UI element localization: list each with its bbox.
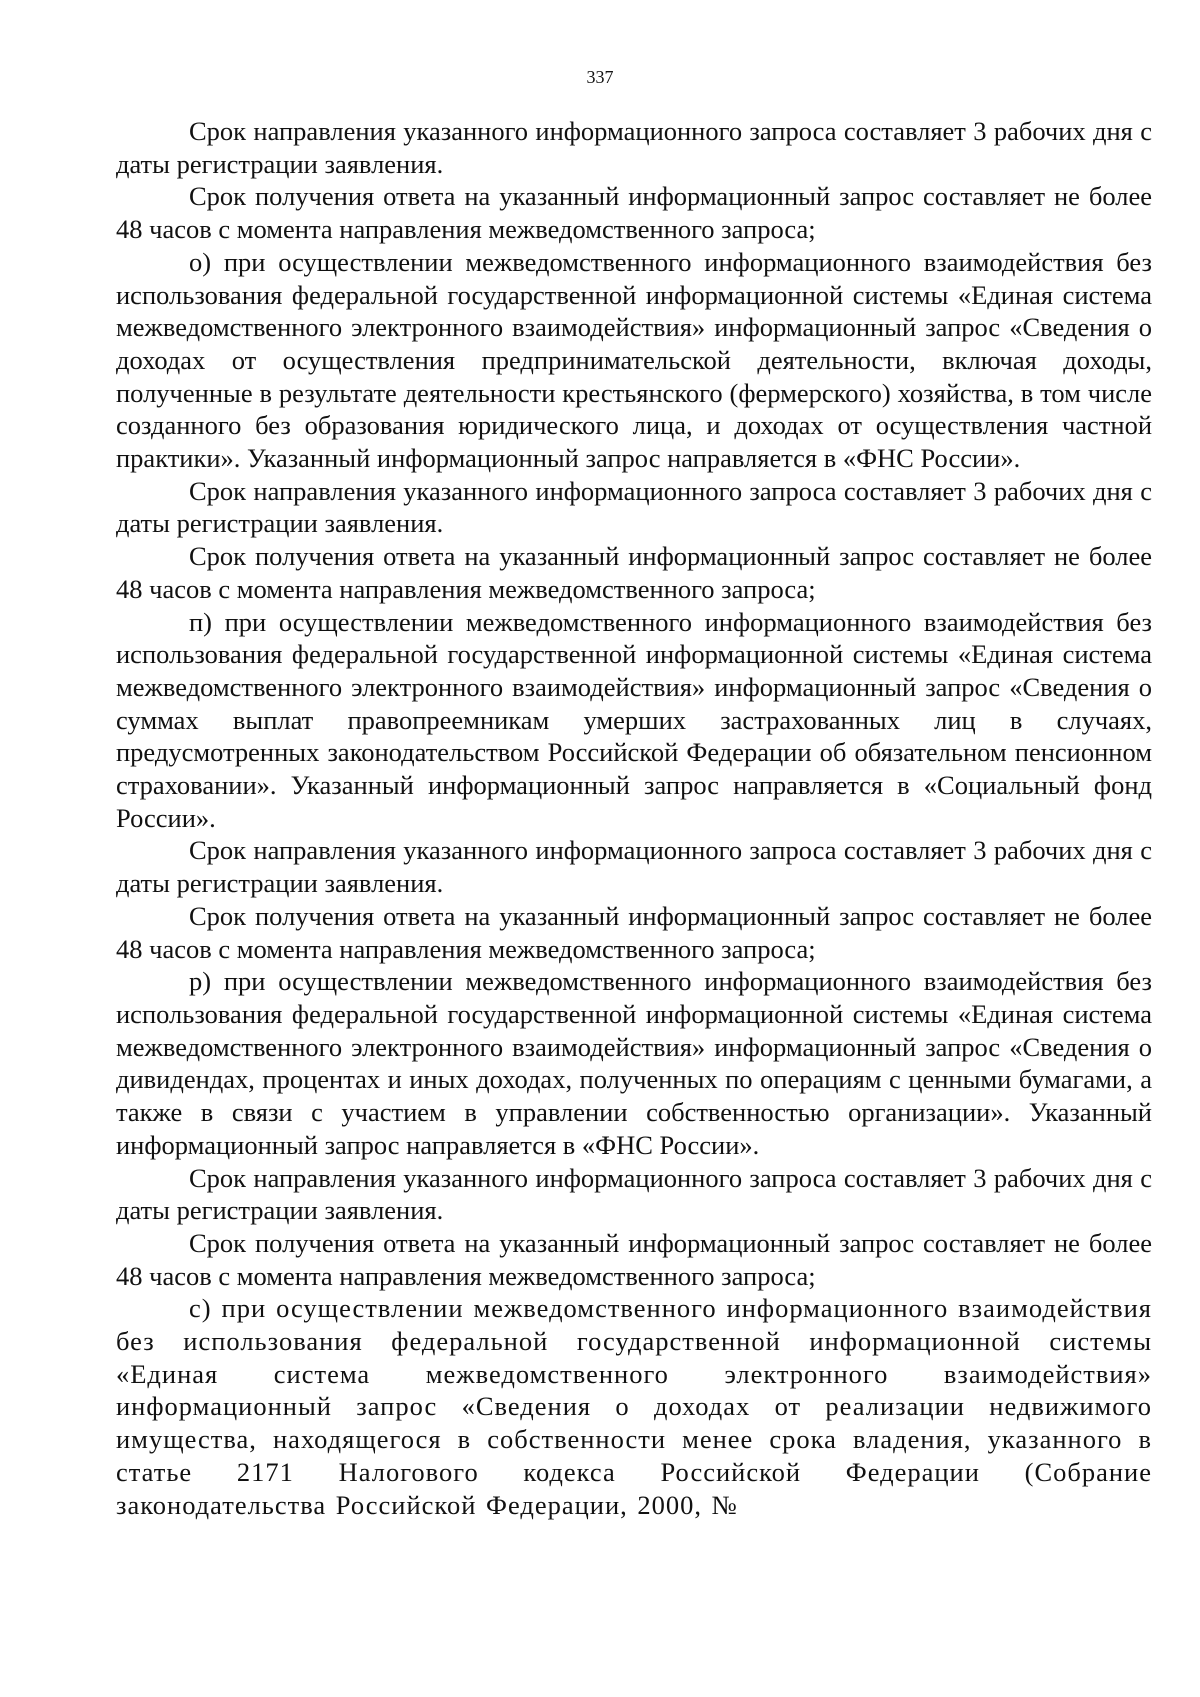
paragraph: Срок получения ответа на указанный информационный запрос составляет не более 48 часов с момента направления межведомственного запроса;	[116, 541, 1152, 604]
paragraph: Срок получения ответа на указанный информационный запрос составляет не более 48 часов с момента направления межведомственного запроса;	[116, 900, 1152, 964]
paragraph: Срок получения ответа на указанный информационный запрос составляет не более 48 часов с момента направления межведомственного запроса;	[116, 181, 1152, 245]
paragraph: п) при осуществлении межведомственного информационного взаимодействия без использования федеральной государственной информационной системы «Единая система межведомственного электронного взаимодействия» информационный запрос «Сведения о суммах выплат правопреемникам умерших застрахованных лиц в случаях, предусмотренных законодательством Российской Федерации об обязательном пенсионном страховании». Указанный информационный запрос направляется в «Социальный фонд России».	[116, 606, 1152, 833]
paragraph: Срок получения ответа на указанный информационный запрос составляет не более 48 часов с момента направления межведомственного запроса;	[116, 1227, 1152, 1291]
paragraph: Срок направления указанного информационного запроса составляет 3 рабочих дня с даты регистрации заявления.	[116, 835, 1152, 899]
page-number: 337	[586, 67, 614, 87]
paragraph: Срок направления указанного информационного запроса составляет 3 рабочих дня с даты регистрации заявления.	[116, 475, 1152, 539]
paragraph: Срок направления указанного информационного запроса составляет 3 рабочих дня с даты регистрации заявления.	[116, 116, 1152, 179]
document-body	[116, 115, 1152, 1521]
paragraph: р) при осуществлении межведомственного информационного взаимодействия без использования федеральной государственной информационной системы «Единая система межведомственного электронного взаимодействия» информационный запрос «Сведения о дивидендах, процентах и иных доходах, полученных по операциям с ценными бумагами, а также в связи с участием в управлении собственностью организации». Указанный информационный запрос направляется в «ФНС России».	[116, 966, 1152, 1160]
paragraph: с) при осуществлении межведомственного информационного взаимодействия без использования федеральной государственной информационной системы «Единая система межведомственного электронного взаимодействия» информационный запрос «Сведения о доходах от реализации недвижимого имущества, находящегося в собственности менее срока владения, указанного в статье 2171 Налогового кодекса Российской Федерации (Собрание законодательства Российской Федерации, 2000, №	[116, 1293, 1152, 1520]
paragraph: Срок направления указанного информационного запроса составляет 3 рабочих дня с даты регистрации заявления.	[116, 1162, 1152, 1226]
paragraph: о) при осуществлении межведомственного информационного взаимодействия без использования федеральной государственной информационной системы «Единая система межведомственного электронного взаимодействия» информационный запрос «Сведения о доходах от осуществления предпринимательской деятельности, включая доходы, полученные в результате деятельности крестьянского (фермерского) хозяйства, в том числе созданного без образования юридического лица, и доходах от осуществления частной практики». Указанный информационный запрос направляется в «ФНС России».	[116, 246, 1152, 474]
